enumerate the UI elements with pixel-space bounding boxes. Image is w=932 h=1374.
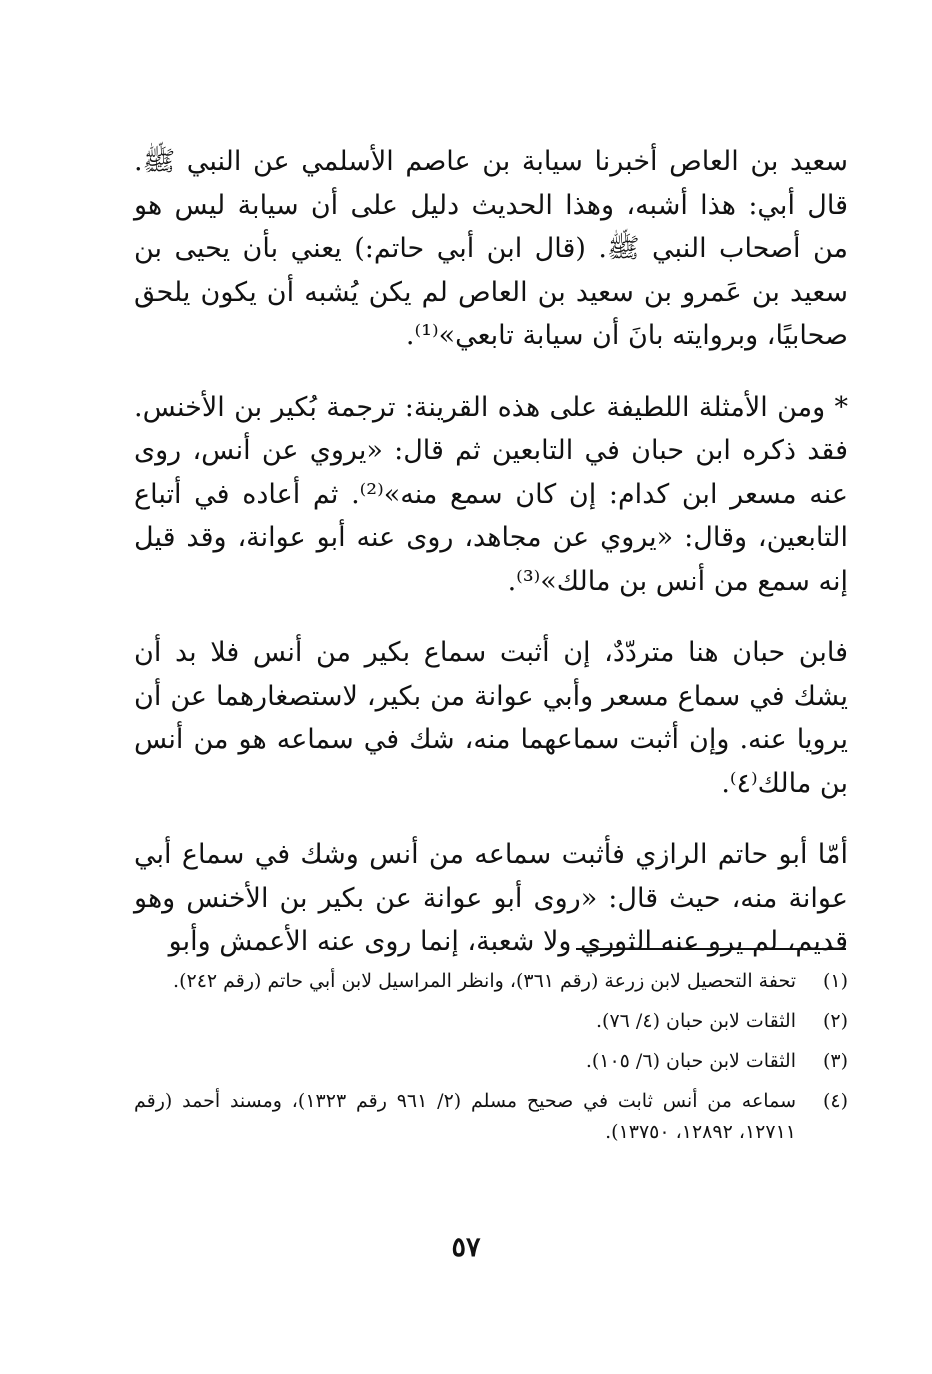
paragraph-3: فابن حبان هنا متردّدٌ، إن أثبت سماع بكير من أنس فلا بد أن يشك في سماع مسعر وأبي عوانة من بكير، لاستصغارهما عن أن يرويا عنه. وإن أثبت سماعهما منه، شك في سماعه هو من أنس بن مالك⁽٤⁾. bbox=[134, 637, 848, 799]
footnote-text: تحفة التحصيل لابن زرعة (رقم ٣٦١)، وانظر المراسيل لابن أبي حاتم (رقم ٢٤٢). bbox=[173, 970, 796, 992]
footnote-1 bbox=[134, 966, 848, 997]
footnote-3 bbox=[134, 1046, 848, 1077]
footnote-text: الثقات لابن حبان (٤/ ٧٦). bbox=[596, 1010, 796, 1032]
paragraph-4: أمّا أبو حاتم الرازي فأثبت سماعه من أنس وشك في سماع أبي عوانة منه، حيث قال: «روى أبو عوانة عن بكير بن الأخنس وهو قديم، لم يرو عنه الثوري ولا شعبة، إنما روى عنه الأعمش وأبو bbox=[134, 839, 848, 957]
footnote-number: (٤) bbox=[822, 1090, 848, 1112]
paragraph-1: سعيد بن العاص أخبرنا سيابة بن عاصم الأسلمي عن النبي ﷺ. قال أبي: هذا أشبه، وهذا الحديث دليل على أن سيابة ليس هو من أصحاب النبي ﷺ. (قال ابن أبي حاتم:) يعني بأن يحيى بن سعيد بن عَمرو بن سعيد بن العاص لم يكن يُشبه أن يكون يلحق صحابيًا، وبروايته بانَ أن سيابة تابعي»⁽¹⁾. bbox=[134, 146, 848, 351]
footnote-text: الثقات لابن حبان (٦/ ١٠٥). bbox=[585, 1050, 796, 1072]
footnote-number: (٣) bbox=[822, 1050, 848, 1072]
page-number: ٥٧ bbox=[451, 1232, 481, 1263]
footnote-text: سماعه من أنس ثابت في صحيح مسلم (٢/ ٩٦١ رقم ١٣٢٣)، ومسند أحمد (رقم ١٢٧١١، ١٢٨٩٢، ١٣٧٥٠). bbox=[134, 1090, 796, 1143]
footnote-2 bbox=[134, 1006, 848, 1037]
paragraph-2: * ومن الأمثلة اللطيفة على هذه القرينة: ترجمة بُكير بن الأخنس. فقد ذكره ابن حبان في التابعين ثم قال: «يروي عن أنس، روى عنه مسعر ابن كدام: إن كان سمع منه»⁽²⁾. ثم أعاده في أتباع التابعين، وقال: «يروي عن مجاهد، روى عنه أبو عوانة، وقد قيل إنه سمع من أنس بن مالك»⁽³⁾. bbox=[134, 391, 848, 597]
footnote-number: (١) bbox=[822, 970, 848, 992]
footnote-4 bbox=[134, 1086, 848, 1148]
footnotes bbox=[134, 966, 848, 1157]
main-text bbox=[134, 140, 848, 964]
footnote-number: (٢) bbox=[822, 1010, 848, 1032]
footnote-separator bbox=[576, 948, 846, 950]
